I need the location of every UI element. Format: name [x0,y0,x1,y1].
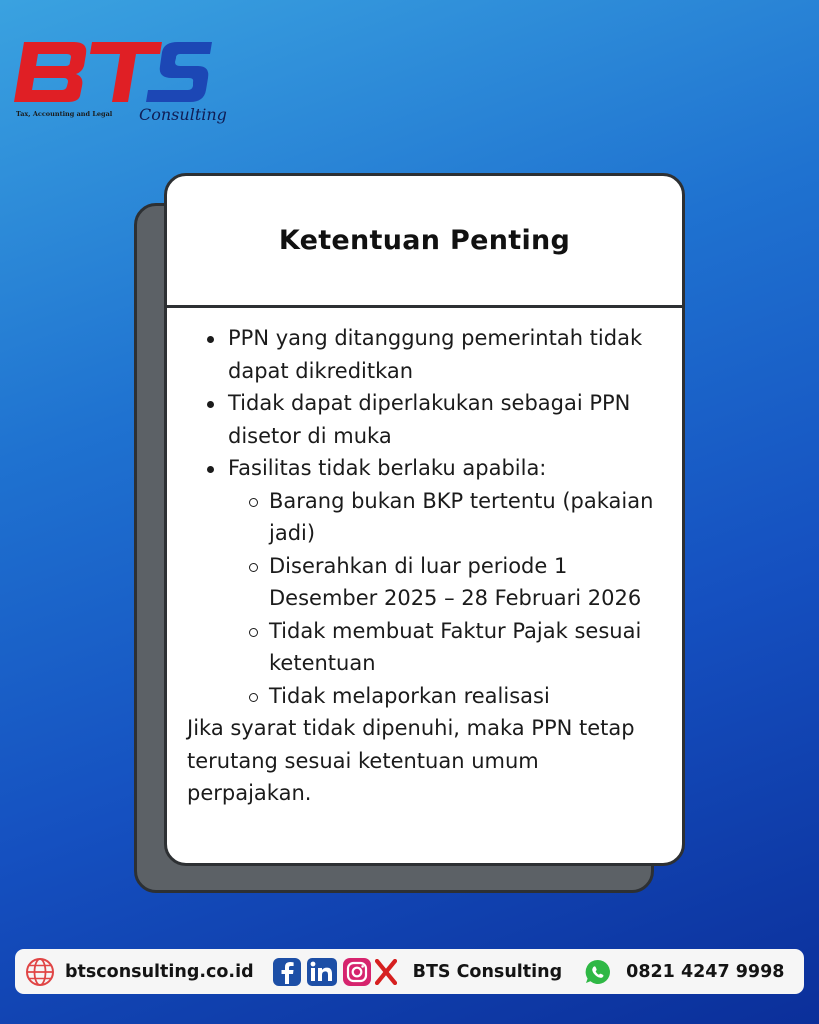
card-body [167,308,682,810]
phone-number[interactable]: 0821 4247 9998 [626,961,785,982]
list-item-text: Fasilitas tidak berlaku apabila: [228,456,547,480]
logo-script: Consulting [139,105,227,124]
card-title: Ketentuan Penting [278,225,571,256]
closing-paragraph: Jika syarat tidak dipenuhi, maka PPN tetap terutang sesuai ketentuan umum perpajakan. [187,716,635,805]
social-account-name[interactable]: BTS Consulting [412,961,563,982]
list-item [187,452,660,712]
globe-icon [25,957,55,987]
info-card [164,173,685,866]
exception-sublist [228,485,660,713]
logo-tagline: Tax, Accounting and Legal [16,110,113,118]
provision-list [187,322,660,712]
list-item: Tidak dapat diperlakukan sebagai PPN disetor di muka [187,387,660,452]
whatsapp-icon [584,958,612,986]
website-link[interactable]: btsconsulting.co.id [65,961,254,982]
sublist-item: Barang bukan BKP tertentu (pakaian jadi) [228,485,660,550]
sublist-item: Tidak membuat Faktur Pajak sesuai ketentuan [228,615,660,680]
footer-bar [15,949,804,994]
x-icon[interactable] [375,959,397,985]
facebook-icon[interactable] [272,957,302,987]
linkedin-icon[interactable] [306,957,338,987]
sublist-item: Tidak melaporkan realisasi [228,680,660,713]
sublist-item: Diserahkan di luar periode 1 Desember 2025 – 28 Februari 2026 [228,550,660,615]
instagram-icon[interactable] [342,957,372,987]
card-header [167,176,682,308]
bts-logo [12,34,227,129]
list-item: PPN yang ditanggung pemerintah tidak dapat dikreditkan [187,322,660,387]
